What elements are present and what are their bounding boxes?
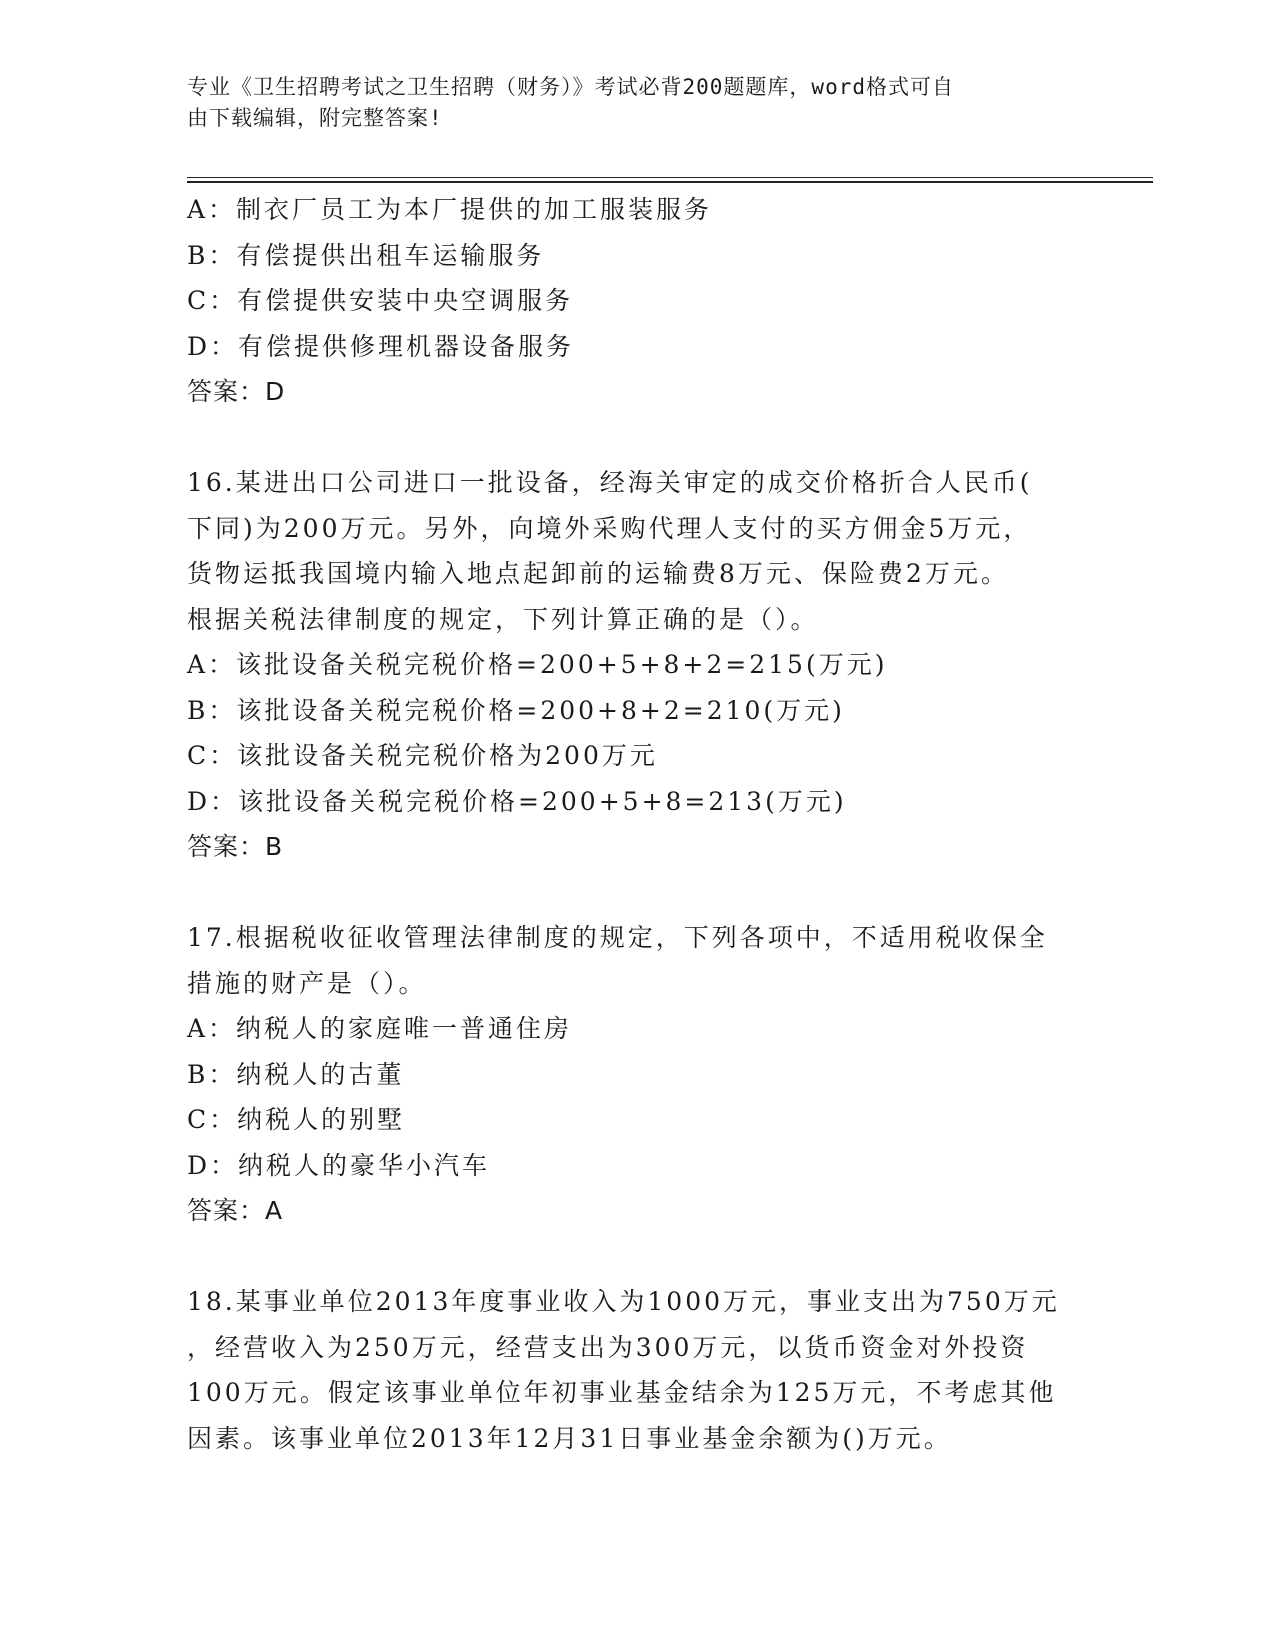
question-18	[187, 1279, 1087, 1461]
question-content	[187, 187, 1087, 1461]
question-17-stem-line: 措施的财产是（）。	[187, 968, 427, 998]
option-d: D：有偿提供修理机器设备服务	[187, 331, 575, 361]
question-16-stem-line: 下同)为200万元。另外，向境外采购代理人支付的买方佣金5万元，	[187, 513, 1032, 543]
spacer	[187, 415, 1087, 461]
spacer	[187, 1234, 1087, 1280]
question-17	[187, 915, 1087, 1234]
option-b: B：纳税人的古董	[187, 1059, 405, 1089]
option-a: A：纳税人的家庭唯一普通住房	[187, 1014, 573, 1043]
question-18-stem-line: 100万元。假定该事业单位年初事业基金结余为125万元，不考虑其他	[187, 1378, 1057, 1407]
document-header	[187, 72, 1067, 134]
option-c: C：有偿提供安装中央空调服务	[187, 286, 574, 315]
option-b: B：该批设备关税完税价格=200+8+2=210(万元)	[187, 695, 845, 725]
answer-16: 答案：B	[187, 832, 284, 861]
question-16	[187, 460, 1087, 870]
question-18-stem-line: ，经营收入为250万元，经营支出为300万元，以货币资金对外投资	[187, 1332, 1029, 1362]
answer-15: 答案：D	[187, 377, 286, 406]
spacer	[187, 870, 1087, 916]
header-divider-thick	[187, 181, 1153, 183]
answer-17: 答案：A	[187, 1196, 284, 1225]
option-a: A：制衣厂员工为本厂提供的加工服装服务	[187, 195, 713, 224]
question-16-stem-line: 16.某进出口公司进口一批设备，经海关审定的成交价格折合人民币(	[187, 468, 1033, 497]
header-divider-thin	[187, 177, 1153, 178]
option-d: D：该批设备关税完税价格=200+5+8=213(万元)	[187, 786, 847, 816]
question-18-stem-line: 因素。该事业单位2013年12月31日事业基金余额为()万元。	[187, 1423, 952, 1453]
option-a: A：该批设备关税完税价格=200+5+8+2=215(万元)	[187, 650, 888, 679]
option-b: B：有偿提供出租车运输服务	[187, 240, 545, 270]
question-16-stem-line: 根据关税法律制度的规定，下列计算正确的是（）。	[187, 604, 819, 634]
question-16-stem-line: 货物运抵我国境内输入地点起卸前的运输费8万元、保险费2万元。	[187, 559, 1009, 588]
header-line-2: 由下载编辑，附完整答案!	[187, 106, 443, 130]
option-c: C：该批设备关税完税价格为200万元	[187, 741, 658, 770]
question-18-stem-line: 18.某事业单位2013年度事业收入为1000万元，事业支出为750万元	[187, 1287, 1060, 1316]
option-d: D：纳税人的豪华小汽车	[187, 1150, 491, 1180]
header-line-1: 专业《卫生招聘考试之卫生招聘（财务）》考试必背200题题库，word格式可自	[187, 75, 954, 99]
option-c: C：纳税人的别墅	[187, 1105, 406, 1134]
question-15-options	[187, 187, 1087, 369]
question-17-stem-line: 17.根据税收征收管理法律制度的规定，下列各项中，不适用税收保全	[187, 923, 1048, 952]
